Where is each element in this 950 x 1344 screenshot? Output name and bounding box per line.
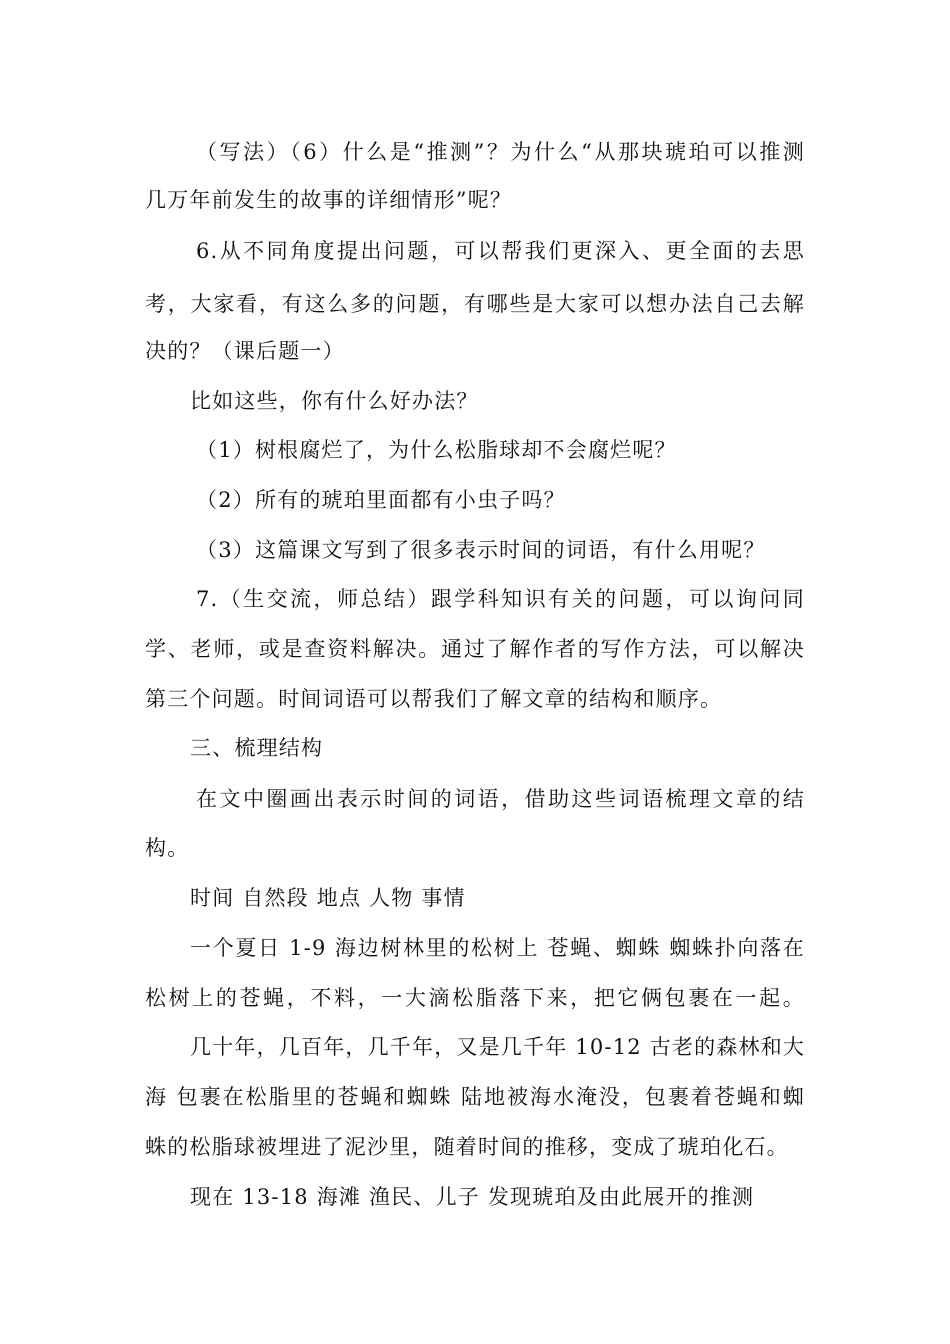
table-row-line: 几十年，几百年，几千年，又是几千年 10-12 古老的森林和大 (190, 1035, 806, 1059)
list-item: （3）这篇课文写到了很多表示时间的词语，有什么用呢？ (196, 538, 766, 562)
table-row-line: 蛛的松脂球被埋进了泥沙里，随着时间的推移，变成了琥珀化石。 (145, 1135, 789, 1159)
paragraph-line: 考，大家看，有这么多的问题，有哪些是大家可以想办法自己去解 (145, 292, 805, 316)
table-row-line: 现在 13-18 海滩 渔民、儿子 发现琥珀及由此展开的推测 (190, 1185, 755, 1209)
paragraph-line: 几万年前发生的故事的详细情形”呢？ (145, 188, 513, 212)
paragraph-line: （写法）（6）什么是“推测”？为什么“从那块琥珀可以推测 (196, 140, 805, 164)
table-row-line: 松树上的苍蝇，不料，一大滴松脂落下来，把它俩包裹在一起。 (145, 986, 805, 1010)
paragraph-line: 构。 (145, 836, 190, 860)
paragraph-line: 决的？（课后题一） (145, 339, 345, 363)
list-item: （1）树根腐烂了，为什么松脂球却不会腐烂呢？ (196, 438, 677, 462)
paragraph-line: 6.从不同角度提出问题，可以帮我们更深入、更全面的去思 (196, 239, 805, 263)
table-row-line: 海 包裹在松脂里的苍蝇和蜘蛛 陆地被海水淹没，包裹着苍蝇和蜘 (145, 1085, 805, 1109)
paragraph-line: 7.（生交流，师总结）跟学科知识有关的问题，可以询问同 (196, 587, 805, 611)
paragraph-line: 第三个问题。时间词语可以帮我们了解文章的结构和顺序。 (145, 687, 723, 711)
paragraph-line: 比如这些，你有什么好办法？ (190, 389, 479, 413)
table-header-line: 时间 自然段 地点 人物 事情 (190, 886, 466, 910)
list-item: （2）所有的琥珀里面都有小虫子吗？ (196, 488, 566, 512)
section-heading: 三、梳理结构 (190, 736, 324, 760)
table-row-line: 一个夏日 1-9 海边树林里的松树上 苍蝇、蜘蛛 蜘蛛扑向落在 (190, 936, 805, 960)
paragraph-line: 在文中圈画出表示时间的词语，借助这些词语梳理文章的结 (196, 787, 805, 811)
paragraph-line: 学、老师，或是查资料解决。通过了解作者的写作方法，可以解决 (145, 637, 805, 661)
